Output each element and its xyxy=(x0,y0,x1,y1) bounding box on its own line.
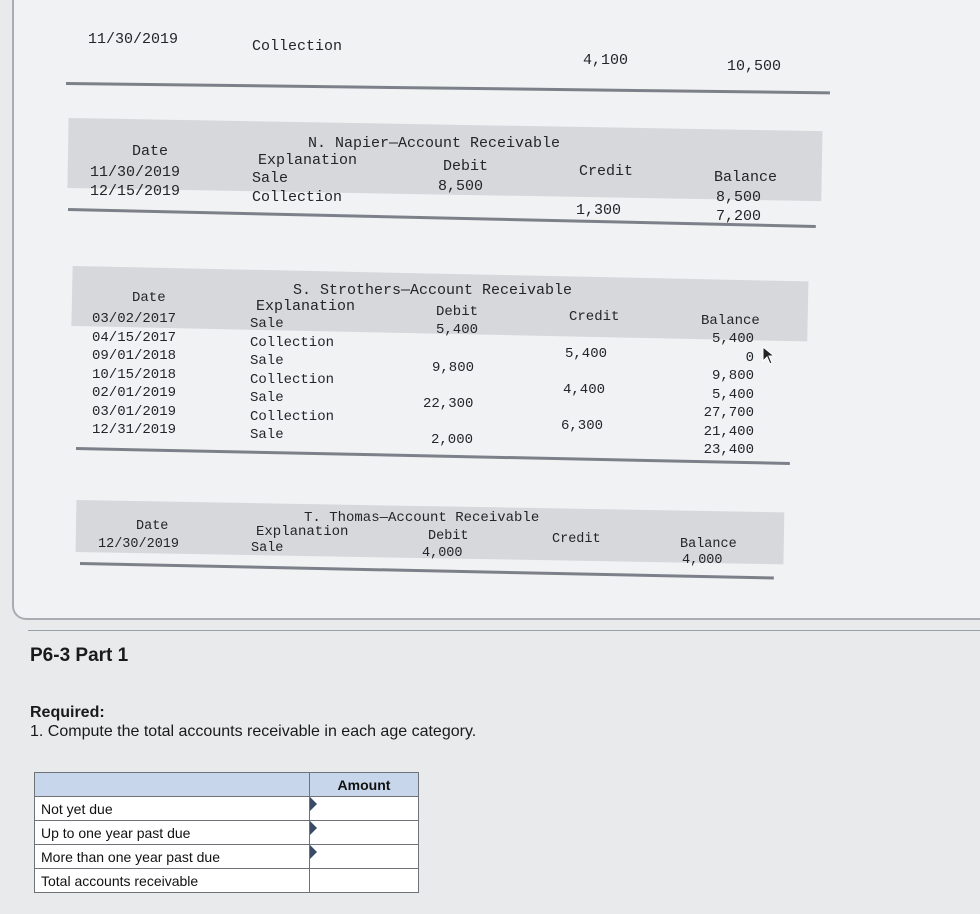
thomas-date-header: Date xyxy=(136,519,169,534)
amount-input-more-than-one-year[interactable] xyxy=(316,845,416,868)
strothers-explanation: Collection xyxy=(250,334,335,351)
strothers-explanations xyxy=(250,315,334,445)
strothers-debit: 22,300 xyxy=(423,396,474,412)
strothers-balances xyxy=(690,330,754,460)
strothers-credit: 5,400 xyxy=(565,346,608,362)
strothers-date: 02/01/2019 xyxy=(92,385,177,401)
strothers-balance: 27,700 xyxy=(703,405,754,421)
napier-debit: 8,500 xyxy=(438,178,484,195)
strothers-explanation: Sale xyxy=(250,316,284,332)
amount-header: Amount xyxy=(310,773,419,797)
amount-cell[interactable] xyxy=(310,869,419,893)
napier-explanation-header: Explanation xyxy=(258,152,358,169)
required-question: 1. Compute the total accounts receivable in each age category. xyxy=(30,723,477,740)
amount-input-not-yet-due[interactable] xyxy=(316,797,416,820)
thomas-credit-header: Credit xyxy=(552,532,601,547)
thomas-debit-header: Debit xyxy=(428,529,469,544)
part-title: P6-3 Part 1 xyxy=(30,645,129,666)
strothers-date: 09/01/2018 xyxy=(92,348,177,364)
cell-marker-icon xyxy=(310,797,317,811)
strothers-explanation: Sale xyxy=(250,390,284,406)
strothers-balance: 5,400 xyxy=(711,386,754,403)
napier-credit-header: Credit xyxy=(579,163,634,180)
table-row xyxy=(35,845,419,869)
amount-cell[interactable] xyxy=(310,821,419,845)
thomas-debit: 4,000 xyxy=(422,546,463,561)
amount-input-up-to-one-year[interactable] xyxy=(316,821,416,844)
row-label: Not yet due xyxy=(35,797,310,821)
table-row xyxy=(35,797,419,821)
thomas-explanation: Sale xyxy=(251,541,284,556)
strothers-balance: 5,400 xyxy=(711,331,754,347)
napier-date: 11/30/2019 xyxy=(90,164,181,181)
thomas-balance-header: Balance xyxy=(680,537,737,552)
required-label: Required: xyxy=(30,704,105,721)
table-row xyxy=(35,821,419,845)
strothers-title: S. Strothers—Account Receivable xyxy=(293,282,573,299)
row-label: More than one year past due xyxy=(35,845,310,869)
table-header-row xyxy=(35,773,419,797)
strothers-balance: 23,400 xyxy=(703,442,754,458)
napier-dates xyxy=(90,163,180,201)
top-row-date: 11/30/2019 xyxy=(88,31,179,48)
napier-explanations xyxy=(252,169,342,207)
strothers-date: 03/02/2017 xyxy=(92,311,177,327)
strothers-date: 04/15/2017 xyxy=(92,329,177,346)
strothers-explanation: Sale xyxy=(250,427,284,443)
mouse-pointer-icon xyxy=(762,346,778,366)
napier-credit: 1,300 xyxy=(576,202,622,219)
thomas-explanation-header: Explanation xyxy=(256,524,349,540)
strothers-date-header: Date xyxy=(132,290,166,306)
napier-balance: 7,200 xyxy=(716,208,762,225)
strothers-date: 03/01/2019 xyxy=(92,403,177,420)
napier-explanation: Sale xyxy=(252,170,289,187)
strothers-date: 12/31/2019 xyxy=(92,422,177,438)
cell-marker-icon xyxy=(310,845,317,859)
thomas-title: T. Thomas—Account Receivable xyxy=(304,510,540,526)
top-row-balance: 10,500 xyxy=(727,58,782,75)
strothers-debit: 2,000 xyxy=(431,432,474,448)
strothers-balance: 0 xyxy=(745,349,754,366)
strothers-explanation: Collection xyxy=(250,408,335,425)
strothers-explanation-header: Explanation xyxy=(256,298,356,315)
cell-marker-icon xyxy=(310,821,317,835)
thomas-date: 12/30/2019 xyxy=(98,537,180,552)
napier-balance-header: Balance xyxy=(714,169,778,186)
age-category-table xyxy=(34,772,419,893)
strothers-balance: 9,800 xyxy=(711,368,754,384)
amount-input-total[interactable] xyxy=(316,869,416,892)
top-row-explanation: Collection xyxy=(252,38,343,55)
row-label: Up to one year past due xyxy=(35,821,310,845)
table-row xyxy=(35,869,419,893)
strothers-explanation: Collection xyxy=(250,371,335,388)
section-divider xyxy=(28,630,980,631)
top-row-credit: 4,100 xyxy=(583,52,629,69)
strothers-credit: 4,400 xyxy=(563,382,606,398)
strothers-dates xyxy=(92,310,176,440)
strothers-credit-header: Credit xyxy=(569,309,620,325)
strothers-credit: 6,300 xyxy=(561,418,604,434)
napier-explanation: Collection xyxy=(252,189,343,206)
thomas-balance: 4,000 xyxy=(682,553,723,568)
strothers-balance: 21,400 xyxy=(703,423,754,440)
amount-cell[interactable] xyxy=(310,797,419,821)
table-header-blank xyxy=(35,773,310,797)
napier-date-header: Date xyxy=(132,143,169,160)
napier-title: N. Napier—Account Receivable xyxy=(308,135,561,152)
strothers-debit: 9,800 xyxy=(432,360,475,376)
strothers-debit: 5,400 xyxy=(436,322,479,338)
strothers-balance-header: Balance xyxy=(701,313,760,329)
strothers-debit-header: Debit xyxy=(436,304,479,320)
row-label: Total accounts receivable xyxy=(35,869,310,893)
strothers-date: 10/15/2018 xyxy=(92,366,177,383)
napier-debit-header: Debit xyxy=(443,158,489,175)
napier-balance: 8,500 xyxy=(716,189,762,206)
strothers-explanation: Sale xyxy=(250,353,284,369)
amount-cell[interactable] xyxy=(310,845,419,869)
napier-balances xyxy=(716,188,761,226)
napier-date: 12/15/2019 xyxy=(90,183,181,200)
